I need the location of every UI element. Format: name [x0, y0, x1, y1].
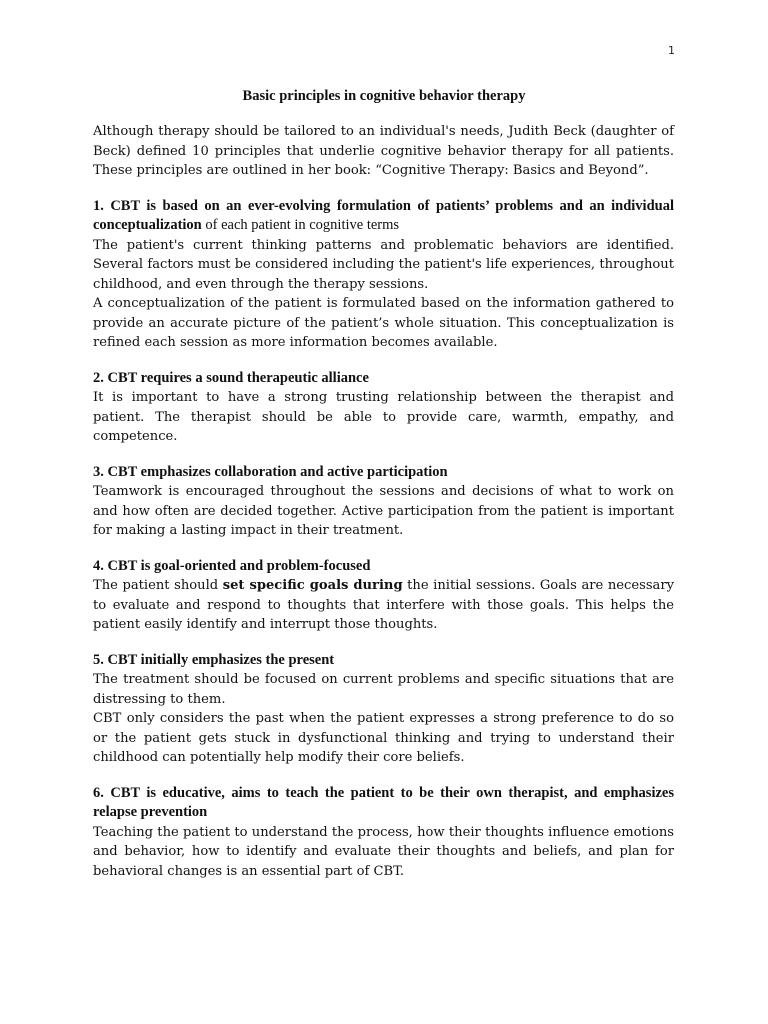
spacer	[93, 181, 674, 197]
spacer	[93, 353, 674, 369]
section-2-paragraph-1: It is important to have a strong trusting relationship between the therapist and patient. The therapist should be able to provide care, warmth, empathy, and competence.	[93, 390, 674, 444]
page-number: 1	[668, 44, 675, 57]
intro-paragraph: Although therapy should be tailored to an individual's needs, Judith Beck (daughter of Beck) defined 10 principles that underlie cognitive behavior therapy for all patients. These principles are outlined in her book: “Cognitive Therapy: Basics and Beyond”.	[93, 124, 674, 178]
section-3-heading: 3. CBT emphasizes collaboration and active participation	[93, 463, 448, 480]
section-4-text-c: the initial sessions. Goals are necessary to evaluate and respond to thoughts that interfere with those goals. This helps the patient easily identify and interrupt those thoughts.	[93, 578, 675, 632]
section-4-paragraph-1	[93, 576, 674, 635]
section-5-heading: 5. CBT initially emphasizes the present	[93, 651, 335, 668]
document-title: Basic principles in cognitive behavior therapy	[242, 88, 526, 104]
spacer	[93, 541, 674, 557]
section-4-emphasis: set specific goals during	[222, 578, 403, 593]
spacer	[93, 635, 674, 651]
section-4-text-a: The patient should	[93, 578, 223, 593]
document-body	[93, 122, 674, 881]
section-6-paragraph-1: Teaching the patient to understand the process, how their thoughts influence emotions and behavior, how to identify and evaluate their thoughts and beliefs, and plan for behavioral changes is an essential part of CBT.	[93, 824, 674, 879]
section-4-heading: 4. CBT is goal-oriented and problem-focused	[93, 557, 371, 574]
spacer	[93, 768, 674, 784]
section-6-heading: 6. CBT is educative, aims to teach the patient to be their own therapist, and emphasizes relapse prevention	[93, 784, 674, 820]
section-5-paragraph-2: CBT only considers the past when the patient expresses a strong preference to do so or the patient gets stuck in dysfunctional thinking and trying to understand their childhood can potentially help modify their core beliefs.	[93, 711, 674, 765]
section-1-heading-bold: 1. CBT is based on an ever-evolving formulation of patients’ problems and an individual conceptualization	[93, 197, 674, 233]
spacer	[93, 447, 674, 463]
section-1-paragraph-2: A conceptualization of the patient is formulated based on the information gathered to provide an accurate picture of the patient’s whole situation. This conceptualization is refined each session as more information becomes available.	[93, 296, 674, 350]
section-5-paragraph-1: The treatment should be focused on current problems and specific situations that are distressing to them.	[93, 672, 674, 707]
section-2-heading: 2. CBT requires a sound therapeutic alliance	[93, 369, 369, 386]
section-1-paragraph-1: The patient's current thinking patterns and problematic behaviors are identified. Several factors must be considered including the patient's life experiences, throughout childhood, and even through the therapy sessions.	[93, 237, 674, 292]
section-3-paragraph-1: Teamwork is encouraged throughout the sessions and decisions of what to work on and how often are decided together. Active participation from the patient is important for making a lasting impact in their treatment.	[93, 484, 674, 538]
section-1-heading-tail: of each patient in cognitive terms	[201, 217, 400, 233]
section-1-heading	[93, 197, 674, 236]
